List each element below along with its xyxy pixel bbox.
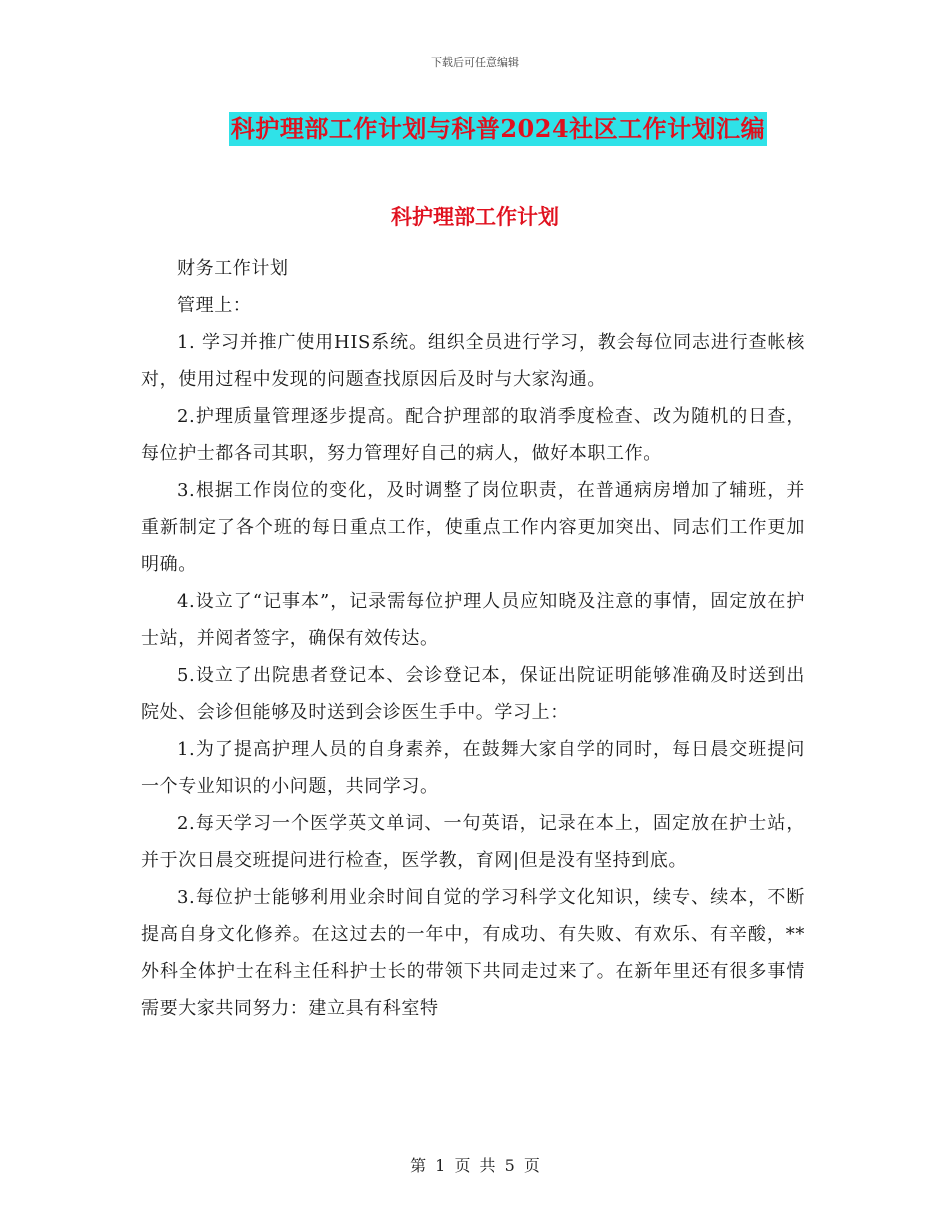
section-title: 科护理部工作计划 — [391, 204, 559, 229]
paragraph: 2.护理质量管理逐步提高。配合护理部的取消季度检查、改为随机的日查，每位护士都各司其职，努力管理好自己的病人，做好本职工作。 — [141, 406, 805, 464]
body-text — [141, 250, 805, 1027]
page-footer: 第 1 页 共 5 页 — [410, 1156, 540, 1175]
paragraph: 管理上： — [177, 295, 252, 316]
paragraph: 3.根据工作岗位的变化，及时调整了岗位职责，在普通病房增加了辅班，并重新制定了各个班的每日重点工作，使重点工作内容更加突出、同志们工作更加明确。 — [141, 480, 805, 575]
paragraph: 3.每位护士能够利用业余时间自觉的学习科学文化知识，续专、续本，不断提高自身文化修养。在这过去的一年中，有成功、有失败、有欢乐、有辛酸，**外科全体护士在科主任科护士长的带领下共同走过来了。在新年里还有很多事情需要大家共同努力：建立具有科室特 — [141, 887, 805, 1019]
paragraph: 1. 学习并推广使用HIS系统。组织全员进行学习，教会每位同志进行查帐核对，使用过程中发现的问题查找原因后及时与大家沟通。 — [141, 332, 805, 390]
header-note: 下载后可任意编辑 — [431, 56, 519, 69]
paragraph: 5.设立了出院患者登记本、会诊登记本，保证出院证明能够准确及时送到出院处、会诊但能够及时送到会诊医生手中。学习上： — [141, 665, 805, 723]
paragraph: 财务工作计划 — [177, 258, 289, 279]
paragraph: 4.设立了“记事本”，记录需每位护理人员应知晓及注意的事情，固定放在护士站，并阅者签字，确保有效传达。 — [141, 591, 805, 649]
paragraph: 2.每天学习一个医学英文单词、一句英语，记录在本上，固定放在护士站，并于次日晨交班提问进行检查，医学教，育网|但是没有坚持到底。 — [141, 813, 805, 871]
main-title: 科护理部工作计划与科普2024社区工作计划汇编 — [229, 112, 767, 146]
main-title-wrap — [0, 112, 950, 146]
paragraph: 1.为了提高护理人员的自身素养，在鼓舞大家自学的同时，每日晨交班提问一个专业知识的小问题，共同学习。 — [141, 739, 805, 797]
